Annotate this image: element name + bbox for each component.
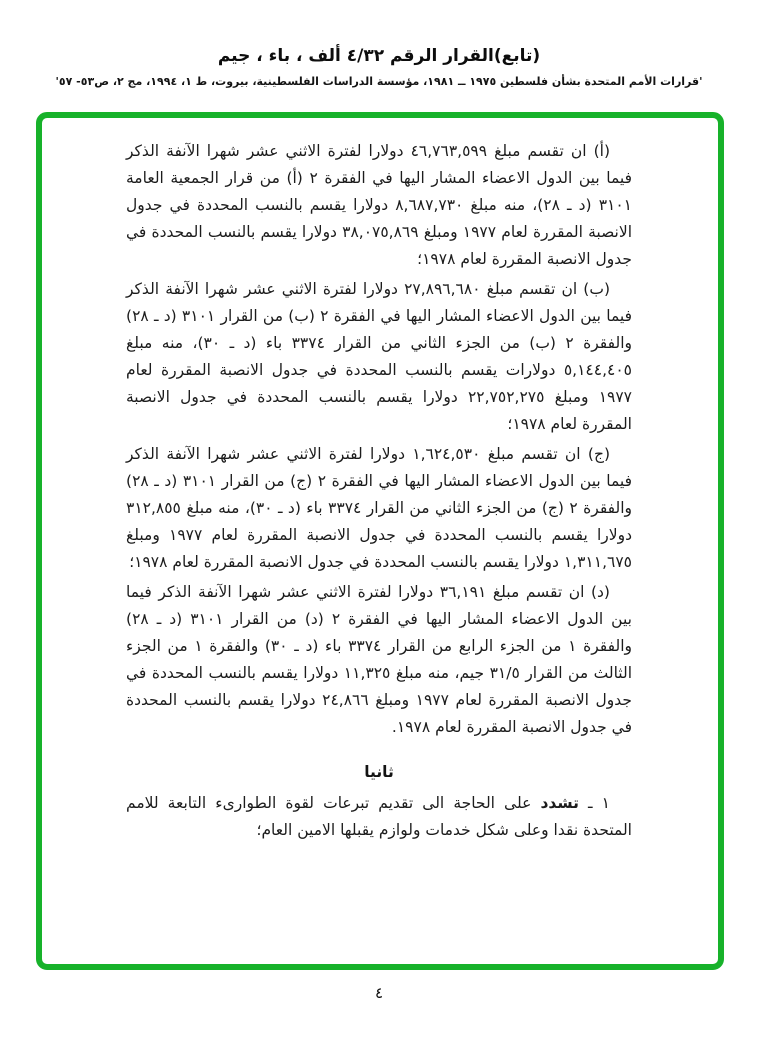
item-text: على الحاجة الى تقديم تبرعات لقوة الطوارىء التابعة للامم المتحدة نقدا وعلى شكل خدمات ولوازم يقبلها الامين العام؛ <box>126 794 632 839</box>
paragraph-c: (ج) ان تقسم مبلغ ١,٦٢٤,٥٣٠ دولارا لفترة الاثني عشر شهرا الآنفة الذكر فيما بين الدول الاعضاء المشار اليها في الفقرة ٢ (ج) من القرار ٣١٠١ (د ـ ٢٨) والفقرة ٢ (ج) من الجزء الثاني من القرار ٣٣٧٤ باء (د ـ ٣٠)، منه مبلغ ٣١٢,٨٥٥ دولارا يقسم بالنسب المحددة في جدول الانصبة المقررة لعام ١٩٧٧ ومبلغ ١,٣١١,٦٧٥ دولارا يقسم بالنسب المحددة في جدول الانصبة المقررة لعام ١٩٧٨؛ <box>126 445 633 571</box>
paragraph-d: (د) ان تقسم مبلغ ٣٦,١٩١ دولارا لفترة الاثني عشر شهرا الآنفة الذكر فيما بين الدول الاعضاء المشار اليها في الفقرة ٢ (د) من القرار ٣١٠١ (د ـ ٢٨) والفقرة ١ من الجزء الرابع من القرار ٣٣٧٤ باء (د ـ ٣٠) والفقرة ١ من الجزء الثالث من القرار ٣١/٥ جيم، منه مبلغ ١١,٣٢٥ دولارا يقسم بالنسب المحددة في جدول الانصبة المقررة لعام ١٩٧٧ ومبلغ ٢٤,٨٦٦ دولارا يقسم بالنسب المحددة في جدول الانصبة المقررة لعام ١٩٧٨. <box>126 583 633 736</box>
paragraph-b: (ب) ان تقسم مبلغ ٢٧,٨٩٦,٦٨٠ دولارا لفترة الاثني عشر شهرا الآنفة الذكر فيما بين الدول الاعضاء المشار اليها في الفقرة ٢ (ب) من القرار ٣١٠١ (د ـ ٢٨) والفقرة ٢ (ب) من الجزء الثاني من القرار ٣٣٧٤ باء (د ـ ٣٠)، منه مبلغ ٥,١٤٤,٤٠٥ دولارات يقسم بالنسب المحددة في جدول الانصبة المقررة لعام ١٩٧٧ ومبلغ ٢٢,٧٥٢,٢٧٥ دولارا يقسم بالنسب المحددة في جدول الانصبة المقررة لعام ١٩٧٨؛ <box>126 280 632 433</box>
item-number: ١ ـ <box>578 794 610 812</box>
highlight-border-box <box>36 112 724 970</box>
page-number: ٤ <box>374 984 384 1002</box>
item-bold-word: تشدد <box>540 794 579 812</box>
numbered-item-1 <box>126 790 632 844</box>
document-header <box>0 44 758 89</box>
paragraph-a: (أ) ان تقسم مبلغ ٤٦,٧٦٣,٥٩٩ دولارا لفترة الاثني عشر شهرا الآنفة الذكر فيما بين الدول الاعضاء المشار اليها في الفقرة ٢ (أ) من قرار الجمعية العامة ٣١٠١ (د ـ ٢٨)، منه مبلغ ٨,٦٨٧,٧٣٠ دولارا يقسم بالنسب المحددة في جدول الانصبة المقررة لعام ١٩٧٧ ومبلغ ٣٨,٠٧٥,٨٦٩ دولارا يقسم بالنسب المحددة في جدول الانصبة المقررة لعام ١٩٧٨؛ <box>126 142 632 268</box>
document-source-citation: 'قرارات الأمم المتحدة بشأن فلسطين ١٩٧٥ ــ ١٩٨١، مؤسسة الدراسات الفلسطينية، بيروت، ط ١، ١٩٩٤، مج ٢، ص٥٣- ٥٧' <box>55 75 703 88</box>
document-title: (تابع)القرار الرقم ٤/٣٢ ألف ، باء ، جيم <box>217 46 541 66</box>
section-heading-thanian: ثانيا <box>364 763 394 781</box>
document-body <box>126 138 632 847</box>
